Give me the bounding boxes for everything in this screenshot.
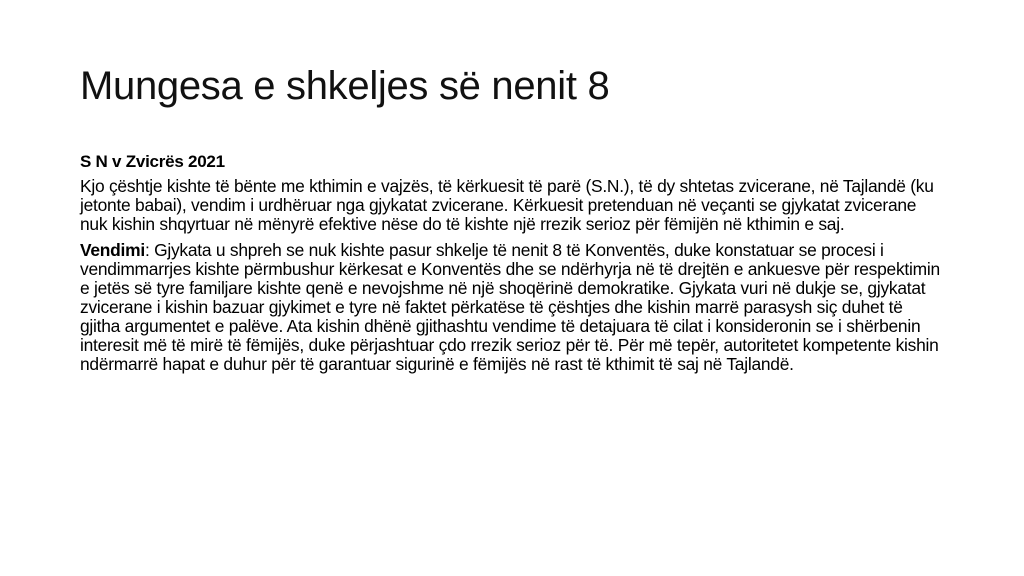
- case-heading: S N v Zvicrës 2021: [80, 152, 225, 171]
- case-description-paragraph: Kjo çështje kishte të bënte me kthimin e vajzës, të kërkuesit të parë (S.N.), të dy shtetas zvicerane, në Tajlandë (ku jetonte babai), vendim i urdhëruar nga gjykatat zvicerane. Kërkuesit pretenduan në veçanti se gjykatat zvicerane nuk kishin shqyrtuar në mënyrë efektive nëse do të kishte një rrezik serioz për fëmijën në kthimin e saj.: [80, 176, 934, 234]
- verdict-label: Vendimi: [80, 240, 145, 260]
- verdict-text: : Gjykata u shpreh se nuk kishte pasur shkelje të nenit 8 të Konventës, duke konstatuar se procesi i vendimmarrjes kishte përmbushur kërkesat e Konventës dhe se ndërhyrja në të drejtën e ankuesve për respektimin e jetës së tyre familjare kishte qenë e nevojshme në një shoqërinë demokratike. Gjykata vuri në dukje se, gjykatat zvicerane i kishin bazuar gjykimet e tyre në faktet përkatëse të çështjes dhe kishin marrë parasysh siç duhet të gjitha argumentet e palëve. Ata kishin dhënë gjithashtu vendime të detajuara të cilat i konsideronin se i shërbenin interesit më të mirë të fëmijës, duke përjashtuar çdo rrezik serioz për të. Për më tepër, autoritetet kompetente kishin ndërmarrë hapat e duhur për të garantuar sigurinë e fëmijës në rast të kthimit të saj në Tajlandë.: [80, 240, 940, 374]
- slide-title: Mungesa e shkeljes së nenit 8: [80, 64, 610, 108]
- slide-body: [80, 152, 945, 381]
- verdict-paragraph: [80, 241, 945, 374]
